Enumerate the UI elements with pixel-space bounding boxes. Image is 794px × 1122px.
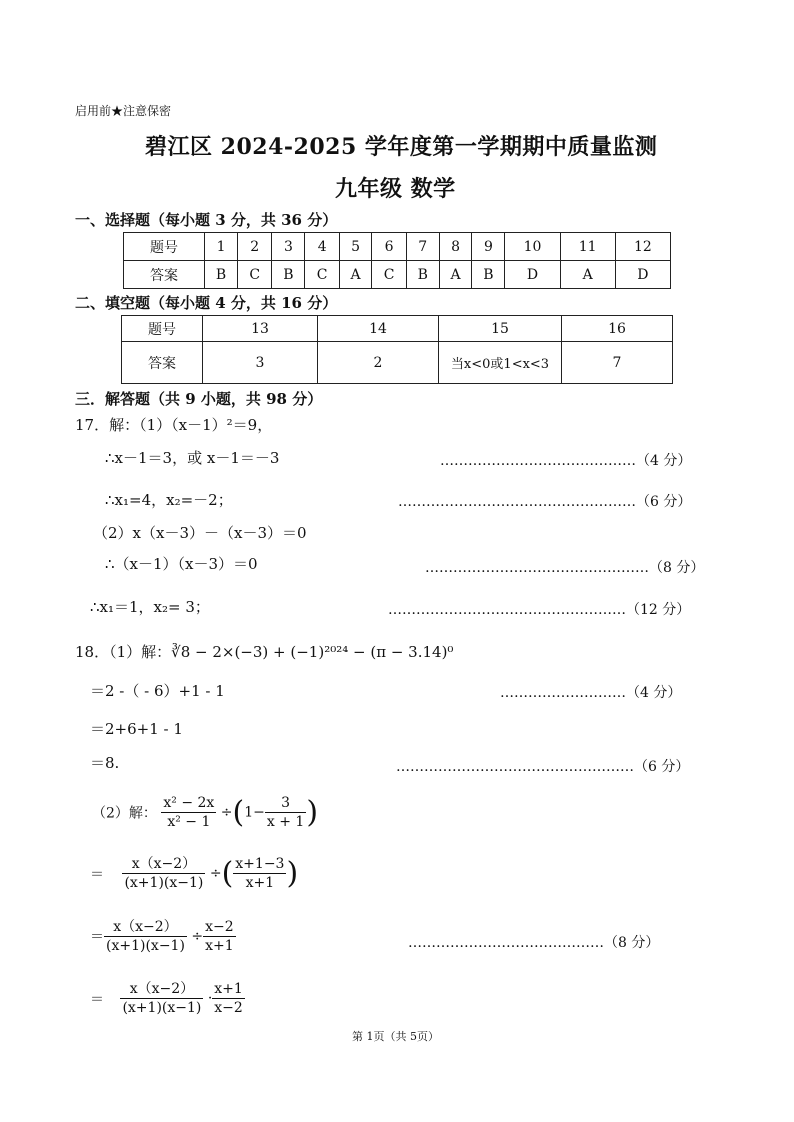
divide-sign: ÷ xyxy=(220,804,233,821)
table-cell: B xyxy=(406,261,439,289)
right-paren: ) xyxy=(286,856,299,891)
q17-line-5: ∴（x－1）（x－3）＝0 xyxy=(105,555,258,573)
q17-score-3: ……………………………………………（6 分） xyxy=(398,494,692,510)
q17-line-4: （2）x（x－3）－（x－3）＝0 xyxy=(93,524,307,542)
fraction-denominator: (x+1)(x−1) xyxy=(122,1000,202,1016)
fraction-denominator: x² − 1 xyxy=(167,814,211,830)
table-cell: 3 xyxy=(203,342,318,384)
q18-expression: ∛8 − 2×(−3) + (−1)²⁰²⁴ − (π − 3.14)⁰ xyxy=(171,643,454,661)
fraction-numerator: 3 xyxy=(265,794,306,813)
table-cell: A xyxy=(439,261,472,289)
table-cell: 2 xyxy=(318,342,439,384)
section-3-heading: 三．解答题（共 9 小题，共 98 分） xyxy=(75,390,323,408)
q17-line-1: 17．解：（1）（x－1）²＝9， xyxy=(75,416,273,434)
left-paren: ( xyxy=(232,795,245,830)
table-cell: 5 xyxy=(339,233,372,261)
q18-score-4: ……………………………………………（6 分） xyxy=(396,759,690,775)
confidential-note: 启用前★注意保密 xyxy=(75,104,172,118)
divide-sign: ÷ xyxy=(209,865,222,882)
table-cell: 7 xyxy=(406,233,439,261)
table-cell: 7 xyxy=(562,342,673,384)
table-row xyxy=(122,342,673,384)
table-cell: 12 xyxy=(615,233,670,261)
fraction xyxy=(161,794,216,831)
table-cell: 8 xyxy=(439,233,472,261)
table-cell: D xyxy=(505,261,560,289)
fraction-denominator: (x+1)(x−1) xyxy=(124,875,204,891)
q17-score-2: ……………………………………（4 分） xyxy=(440,453,692,469)
fraction-denominator: x+1 xyxy=(245,875,275,891)
table-cell: 11 xyxy=(560,233,615,261)
q18-line-1 xyxy=(75,641,453,662)
table-row xyxy=(124,261,671,289)
table-row-label: 答案 xyxy=(124,261,205,289)
table-row-label: 答案 xyxy=(122,342,203,384)
table-cell: C xyxy=(372,261,406,289)
one-minus: 1− xyxy=(244,804,265,821)
q17-score-5: …………………………………………（8 分） xyxy=(425,560,705,576)
fraction xyxy=(104,918,187,955)
fraction xyxy=(122,855,205,892)
equals-sign: ＝ xyxy=(90,866,104,883)
table-cell: 13 xyxy=(203,316,318,342)
table-cell: B xyxy=(472,261,505,289)
table-cell: C xyxy=(238,261,272,289)
choice-answer-table xyxy=(123,232,671,289)
equals-sign: ＝ xyxy=(90,991,104,1008)
q18-prefix: 18．（1）解： xyxy=(75,643,172,661)
table-cell: 3 xyxy=(272,233,305,261)
q18-line-4: ＝8. xyxy=(90,754,120,772)
q18-score-2: ………………………（4 分） xyxy=(500,685,682,701)
table-row xyxy=(122,316,673,342)
fraction xyxy=(120,980,203,1017)
fraction-numerator: x+1 xyxy=(214,981,243,997)
fraction-denominator: (x+1)(x−1) xyxy=(106,938,185,954)
section-1-heading: 一、选择题（每小题 3 分，共 36 分） xyxy=(75,211,338,229)
multiply-dot: · xyxy=(207,990,213,1007)
fraction xyxy=(233,855,286,892)
table-cell: A xyxy=(560,261,615,289)
q17-score-6: ……………………………………………（12 分） xyxy=(388,602,691,618)
table-cell: 10 xyxy=(505,233,560,261)
right-paren: ) xyxy=(306,795,319,830)
table-cell: 1 xyxy=(205,233,238,261)
q18-line-3: ＝2+6+1 - 1 xyxy=(90,720,183,738)
page-footer: 第 1页（共 5页） xyxy=(352,1030,439,1043)
table-cell: B xyxy=(205,261,238,289)
q17-line-6: ∴x₁＝1，x₂= 3； xyxy=(90,598,210,616)
table-cell: 15 xyxy=(439,316,562,342)
table-cell: B xyxy=(272,261,305,289)
fill-answer-table xyxy=(121,315,673,384)
fraction xyxy=(212,980,245,1017)
q18-part2-step3 xyxy=(90,918,236,955)
fraction-numerator: x（x−2） xyxy=(104,918,187,937)
q18-score-8: ……………………………………（8 分） xyxy=(408,935,660,951)
table-cell: 16 xyxy=(562,316,673,342)
q18-part2-step4 xyxy=(90,980,245,1017)
fraction-numerator: x（x−2） xyxy=(122,855,205,874)
table-row-label: 题号 xyxy=(124,233,205,261)
fraction-numerator: x−2 xyxy=(205,919,234,935)
table-cell: 4 xyxy=(305,233,339,261)
table-cell: 当x<0或1<x<3 xyxy=(439,342,562,384)
fraction-numerator: x+1−3 xyxy=(235,856,285,872)
fraction-numerator: x（x−2） xyxy=(120,980,203,999)
section-2-heading: 二、填空题（每小题 4 分，共 16 分） xyxy=(75,294,338,312)
table-cell: D xyxy=(615,261,670,289)
fraction-denominator: x+1 xyxy=(205,938,234,954)
table-cell: 2 xyxy=(238,233,272,261)
table-row-label: 题号 xyxy=(122,316,203,342)
q18-part2-step1 xyxy=(92,794,318,831)
fraction-denominator: x + 1 xyxy=(266,814,305,830)
q17-line-2: ∴x－1＝3，或 x－1＝－3 xyxy=(105,449,280,467)
fraction-denominator: x−2 xyxy=(214,1000,243,1016)
divide-sign: ÷ xyxy=(191,928,204,945)
table-cell: A xyxy=(339,261,372,289)
table-cell: 9 xyxy=(472,233,505,261)
fraction-numerator: x² − 2x xyxy=(163,795,215,811)
q18-part2-prefix: （2）解： xyxy=(92,805,157,822)
left-paren: ( xyxy=(221,856,234,891)
page-subtitle: 九年级 数学 xyxy=(335,176,456,202)
table-row xyxy=(124,233,671,261)
page-title: 碧江区 2024-2025 学年度第一学期期中质量监测 xyxy=(145,134,658,160)
q18-line-2: ＝2 -（ - 6）+1 - 1 xyxy=(90,682,225,700)
table-cell: C xyxy=(305,261,339,289)
table-cell: 6 xyxy=(372,233,406,261)
table-cell: 14 xyxy=(318,316,439,342)
fraction xyxy=(265,794,306,831)
fraction xyxy=(203,918,236,955)
q18-part2-step2 xyxy=(90,855,298,892)
q17-line-3: ∴x₁=4，x₂=－2； xyxy=(105,491,233,509)
equals-sign: ＝ xyxy=(90,929,104,946)
